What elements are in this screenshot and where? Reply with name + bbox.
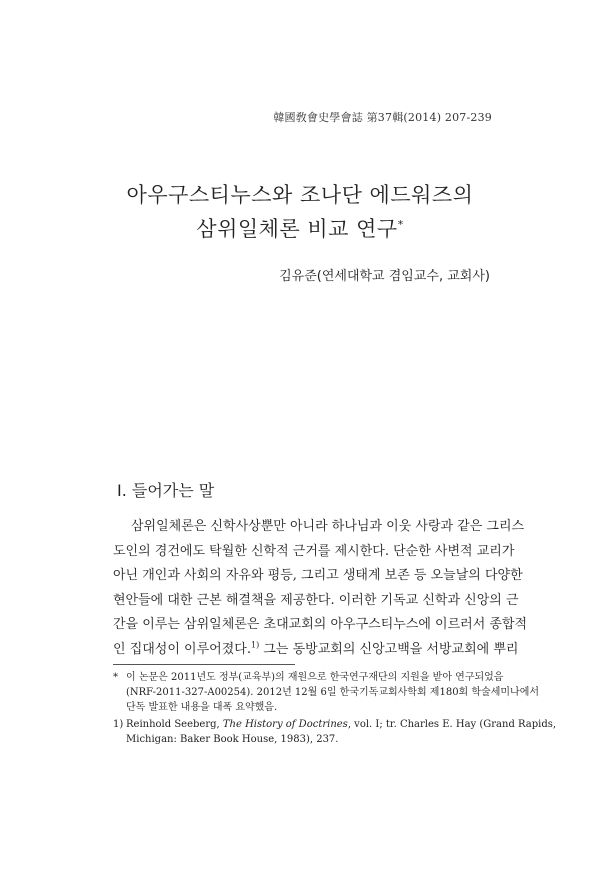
footnote-line: 이 논문은 2011년도 정부(교육부)의 재원으로 한국연구재단의 지원을 받아 연구되었음 bbox=[126, 672, 504, 683]
body-line: 삼위일체론은 신학사상뿐만 아니라 하나님과 이웃 사랑과 같은 그리스 bbox=[131, 519, 525, 534]
body-line-6-prefix: 인 집대성이 이루어졌다. bbox=[113, 641, 251, 657]
title-line-2 bbox=[0, 212, 600, 246]
footnote-star bbox=[113, 670, 540, 715]
section-heading: Ⅰ. 들어가는 말 bbox=[117, 481, 215, 500]
book-title: The History of Doctrines bbox=[222, 719, 348, 730]
title-line-2-text: 삼위일체론 비교 연구 bbox=[196, 217, 398, 241]
body-line: 아닌 개인과 사회의 자유와 평등, 그리고 생태계 보존 등 오늘날의 다양한 bbox=[113, 568, 523, 583]
title-line-1-text: 아우구스티누스와 조나단 에드워즈의 bbox=[126, 183, 474, 207]
footnote-marker: * bbox=[113, 672, 118, 683]
author-line: 김유준(연세대학교 겸임교수, 교회사) bbox=[279, 269, 490, 284]
article-title bbox=[0, 178, 600, 246]
footnote-line: (NRF-2011-327-A00254). 2012년 12월 6일 한국기독교회사학회 제180회 학술세미나에서 bbox=[126, 687, 540, 698]
body-line-6-rest: 그는 동방교회의 신앙고백을 서방교회에 뿌리 bbox=[263, 641, 519, 657]
body-line: 도인의 경건에도 탁월한 신학적 근거를 제시한다. 단순한 사변적 교리가 bbox=[113, 543, 515, 559]
body-line: 간을 이루는 삼위일체론은 초대교회의 아우구스티누스에 이르러서 종합적 bbox=[113, 617, 528, 632]
footnote-ref-1[interactable]: 1) bbox=[250, 640, 260, 650]
footnote-line: Michigan: Baker Book House, 1983), 237. bbox=[126, 734, 339, 745]
title-line-1 bbox=[0, 178, 600, 212]
running-header: 韓國敎會史學會誌 第37輯(2014) 207-239 bbox=[273, 111, 492, 124]
footnote-separator bbox=[113, 664, 295, 665]
title-footnote-mark: * bbox=[397, 218, 404, 231]
footnote-line: Reinhold Seeberg, The History of Doctrines, vol. I; tr. Charles E. Hay (Grand Rapids, bbox=[126, 719, 557, 730]
footnotes bbox=[113, 670, 557, 749]
footnote-marker: 1) bbox=[113, 719, 124, 730]
body-paragraph bbox=[113, 515, 528, 662]
body-line: 현안들에 대한 근본 해결책을 제공한다. 이러한 기독교 신학과 신앙의 근 bbox=[113, 592, 519, 608]
footnote-line: 단독 발표한 내용을 대폭 요약했음. bbox=[126, 702, 278, 713]
body-line bbox=[113, 638, 519, 663]
footnote-1 bbox=[113, 717, 557, 747]
